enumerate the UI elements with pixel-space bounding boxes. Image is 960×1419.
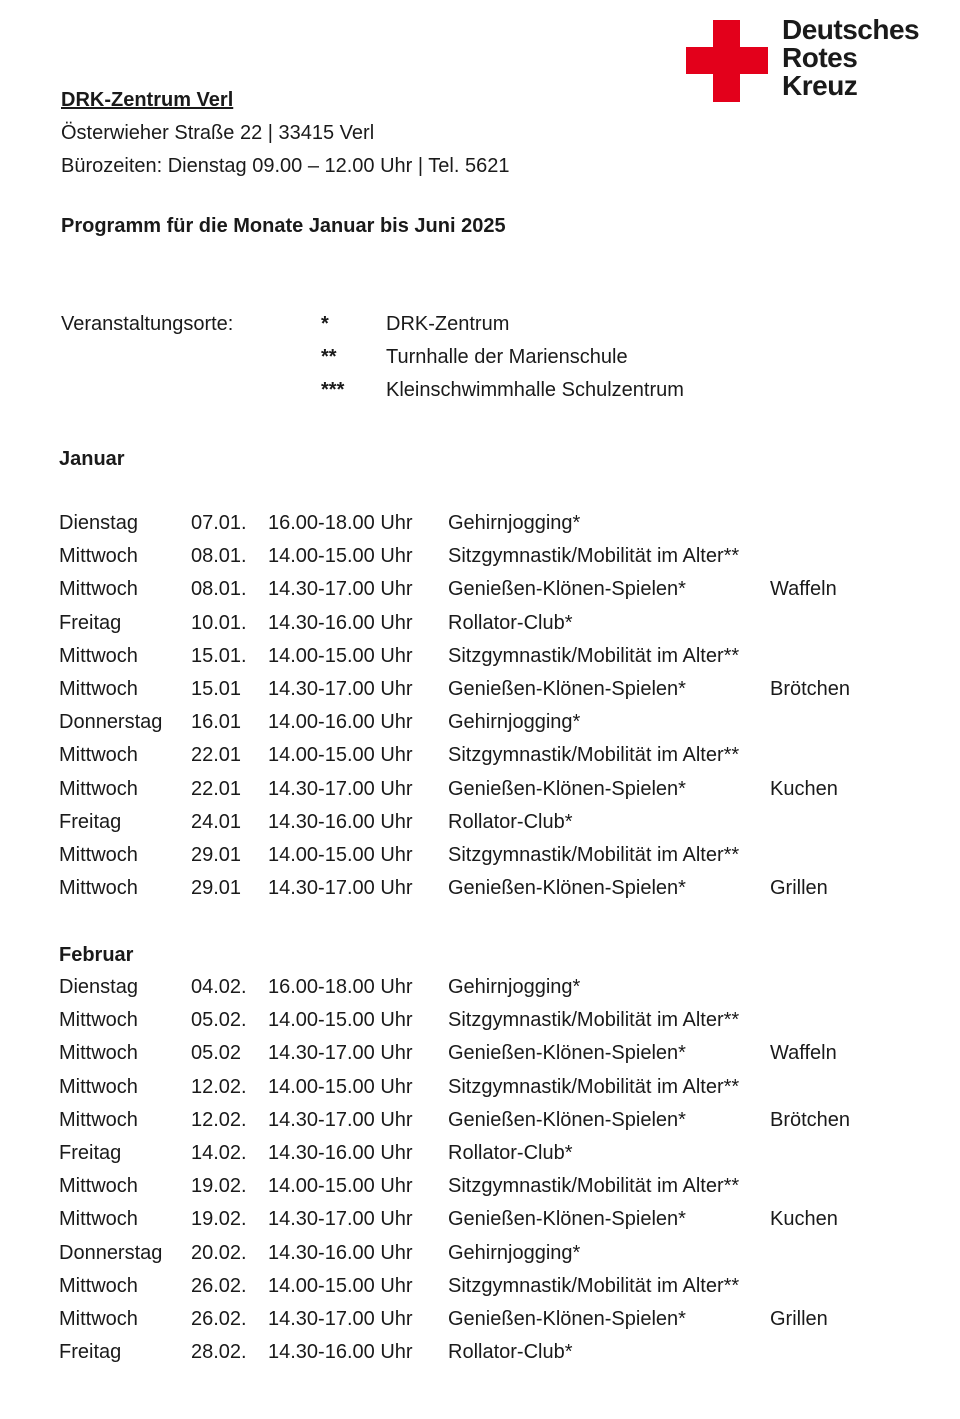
time-range: 14.00-15.00 Uhr [268, 1274, 413, 1297]
venue-name: Turnhalle der Marienschule [386, 346, 628, 368]
event-name: Gehirnjogging* [448, 512, 581, 534]
weekday: Mittwoch [59, 1009, 138, 1032]
date: 08.01. [191, 545, 247, 568]
event-name: Genießen-Klönen-Spielen* [448, 1307, 686, 1330]
event-name: Rollator-Club* [448, 1141, 573, 1164]
weekday: Mittwoch [59, 1208, 138, 1231]
weekday: Mittwoch [59, 1108, 138, 1131]
weekday: Mittwoch [59, 744, 138, 767]
date: 08.01. [191, 578, 247, 601]
venue-item [321, 313, 509, 336]
event-name: Sitzgymnastik/Mobilität im Alter** [448, 744, 740, 767]
event-name: Gehirnjogging* [448, 1241, 581, 1264]
date: 22.01 [191, 777, 242, 800]
weekday: Mittwoch [59, 1175, 138, 1198]
weekday: Donnerstag [59, 711, 163, 734]
venue-name: DRK-Zentrum [386, 313, 510, 335]
food-note: Waffeln [770, 1042, 837, 1065]
date: 15.01. [191, 644, 247, 667]
date: 24.01 [191, 810, 242, 833]
time-range: 14.00-15.00 Uhr [268, 744, 413, 767]
food-note: Waffeln [770, 578, 837, 601]
weekday: Mittwoch [59, 877, 138, 900]
weekday: Mittwoch [59, 1042, 138, 1065]
date: 10.01. [191, 611, 247, 634]
weekday: Mittwoch [59, 1075, 138, 1098]
event-name: Genießen-Klönen-Spielen* [448, 578, 686, 601]
time-range: 14.30-17.00 Uhr [268, 1208, 413, 1231]
date: 16.01 [191, 711, 242, 734]
weekday: Mittwoch [59, 777, 138, 800]
street-address: Österwieher Straße 22 | 33415 Verl [61, 122, 375, 144]
time-range: 14.30-17.00 Uhr [268, 1108, 413, 1131]
weekday: Donnerstag [59, 1241, 163, 1264]
date: 29.01 [191, 877, 242, 900]
event-name: Sitzgymnastik/Mobilität im Alter** [448, 1175, 740, 1198]
weekday: Mittwoch [59, 843, 138, 866]
event-name: Rollator-Club* [448, 1341, 573, 1364]
office-hours: Bürozeiten: Dienstag 09.00 – 12.00 Uhr | Tel. 5621 [61, 155, 510, 177]
weekday: Dienstag [59, 976, 138, 998]
event-name: Rollator-Club* [448, 611, 573, 634]
time-range: 14.30-17.00 Uhr [268, 777, 413, 800]
time-range: 14.00-15.00 Uhr [268, 1009, 413, 1032]
weekday: Mittwoch [59, 644, 138, 667]
time-range: 14.30-17.00 Uhr [268, 1307, 413, 1330]
event-name: Sitzgymnastik/Mobilität im Alter** [448, 1009, 740, 1032]
date: 19.02. [191, 1175, 247, 1198]
time-range: 14.00-15.00 Uhr [268, 644, 413, 667]
drk-logo [686, 16, 946, 106]
time-range: 14.30-16.00 Uhr [268, 810, 413, 833]
time-range: 14.00-15.00 Uhr [268, 843, 413, 866]
weekday: Mittwoch [59, 545, 138, 568]
red-cross-icon [686, 20, 768, 102]
event-name: Sitzgymnastik/Mobilität im Alter** [448, 545, 740, 568]
date: 05.02 [191, 1042, 242, 1065]
event-name: Genießen-Klönen-Spielen* [448, 1208, 686, 1231]
time-range: 16.00-18.00 Uhr [268, 512, 413, 534]
event-name: Genießen-Klönen-Spielen* [448, 777, 686, 800]
event-name: Gehirnjogging* [448, 711, 581, 734]
food-note: Kuchen [770, 1208, 838, 1231]
event-name: Sitzgymnastik/Mobilität im Alter** [448, 644, 740, 667]
venue-mark: ** [321, 346, 337, 368]
venue-mark: *** [321, 379, 345, 401]
date: 19.02. [191, 1208, 247, 1231]
weekday: Mittwoch [59, 578, 138, 601]
event-name: Sitzgymnastik/Mobilität im Alter** [448, 1274, 740, 1297]
date: 04.02. [191, 976, 247, 998]
time-range: 16.00-18.00 Uhr [268, 976, 413, 998]
logo-line-1: Deutsches [782, 14, 920, 45]
venue-item [321, 379, 684, 402]
time-range: 14.30-17.00 Uhr [268, 1042, 413, 1065]
date: 20.02. [191, 1241, 247, 1264]
weekday: Mittwoch [59, 1307, 138, 1330]
time-range: 14.30-16.00 Uhr [268, 611, 413, 634]
weekday: Mittwoch [59, 677, 138, 700]
date: 15.01 [191, 677, 242, 700]
weekday: Dienstag [59, 512, 138, 534]
time-range: 14.00-15.00 Uhr [268, 1075, 413, 1098]
weekday: Mittwoch [59, 1274, 138, 1297]
date: 12.02. [191, 1108, 247, 1131]
venues-label: Veranstaltungsorte: [61, 313, 234, 335]
event-name: Sitzgymnastik/Mobilität im Alter** [448, 1075, 740, 1098]
program-title: Programm für die Monate Januar bis Juni 2025 [61, 215, 506, 237]
venue-mark: * [321, 313, 329, 335]
organization-name: DRK-Zentrum Verl [61, 89, 234, 111]
food-note: Kuchen [770, 777, 838, 800]
logo-line-2: Rotes [782, 42, 858, 73]
event-name: Genießen-Klönen-Spielen* [448, 1108, 686, 1131]
food-note: Grillen [770, 1307, 828, 1330]
logo-line-3: Kreuz [782, 70, 858, 101]
time-range: 14.30-16.00 Uhr [268, 1141, 413, 1164]
weekday: Freitag [59, 1141, 122, 1164]
date: 22.01 [191, 744, 242, 767]
food-note: Grillen [770, 877, 828, 900]
weekday: Freitag [59, 611, 122, 634]
logo-wordmark [782, 16, 919, 100]
event-name: Gehirnjogging* [448, 976, 581, 998]
address-block [61, 84, 509, 183]
time-range: 14.30-16.00 Uhr [268, 1341, 413, 1364]
event-name: Genießen-Klönen-Spielen* [448, 877, 686, 900]
date: 05.02. [191, 1009, 247, 1032]
event-name: Rollator-Club* [448, 810, 573, 833]
weekday: Freitag [59, 1341, 122, 1364]
weekday: Freitag [59, 810, 122, 833]
date: 29.01 [191, 843, 242, 866]
event-name: Genießen-Klönen-Spielen* [448, 1042, 686, 1065]
food-note: Brötchen [770, 677, 851, 700]
time-range: 14.30-17.00 Uhr [268, 578, 413, 601]
time-range: 14.00-16.00 Uhr [268, 711, 413, 734]
date: 07.01. [191, 512, 247, 534]
date: 12.02. [191, 1075, 247, 1098]
time-range: 14.00-15.00 Uhr [268, 1175, 413, 1198]
month-title-februar: Februar [59, 944, 134, 966]
event-name: Sitzgymnastik/Mobilität im Alter** [448, 843, 740, 866]
date: 14.02. [191, 1141, 247, 1164]
food-note: Brötchen [770, 1108, 851, 1131]
venue-item [321, 346, 628, 369]
time-range: 14.30-16.00 Uhr [268, 1241, 413, 1264]
month-title-januar: Januar [59, 448, 125, 470]
event-name: Genießen-Klönen-Spielen* [448, 677, 686, 700]
time-range: 14.30-17.00 Uhr [268, 877, 413, 900]
time-range: 14.00-15.00 Uhr [268, 545, 413, 568]
date: 26.02. [191, 1274, 247, 1297]
date: 26.02. [191, 1307, 247, 1330]
venue-name: Kleinschwimmhalle Schulzentrum [386, 379, 684, 401]
time-range: 14.30-17.00 Uhr [268, 677, 413, 700]
date: 28.02. [191, 1341, 247, 1364]
